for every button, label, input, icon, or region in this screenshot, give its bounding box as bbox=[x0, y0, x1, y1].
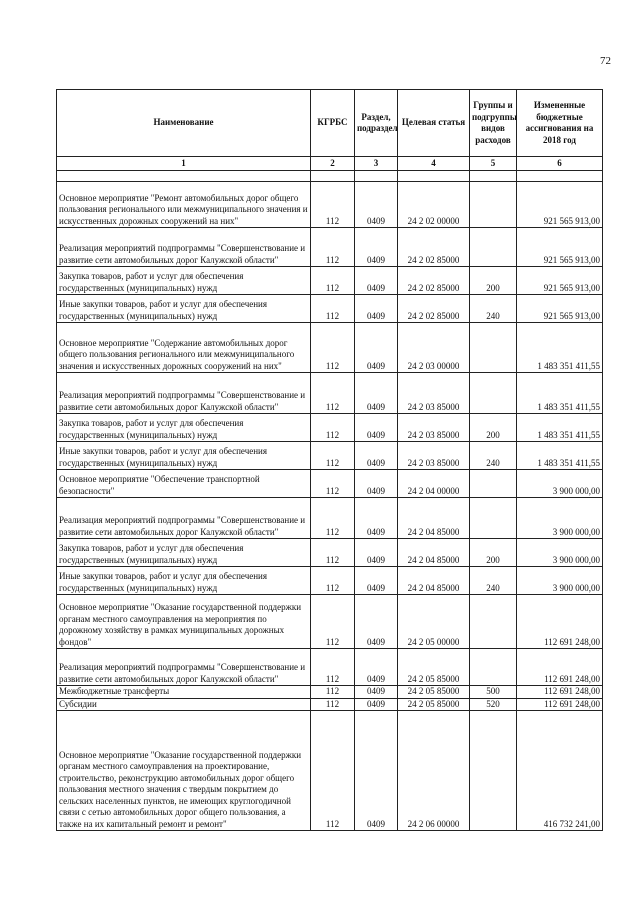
row-razdel: 0409 bbox=[355, 267, 398, 295]
row-csr: 24 2 03 00000 bbox=[398, 323, 470, 373]
row-kgrbs: 112 bbox=[311, 470, 355, 498]
table-row bbox=[57, 295, 603, 323]
row-name: Реализация мероприятий подпрограммы "Совершенствование и развитие сети автомобильных дорог Калужской области" bbox=[57, 373, 311, 414]
row-kgrbs: 112 bbox=[311, 686, 355, 699]
row-kgrbs: 112 bbox=[311, 323, 355, 373]
row-razdel: 0409 bbox=[355, 414, 398, 442]
row-kgrbs: 112 bbox=[311, 567, 355, 595]
row-name: Закупка товаров, работ и услуг для обеспечения государственных (муниципальных) нужд bbox=[57, 414, 311, 442]
row-name: Основное мероприятие "Содержание автомобильных дорог общего пользования регионального или межмуниципального значения и искусственных дорожных сооружений на них" bbox=[57, 323, 311, 373]
row-amount: 3 900 000,00 bbox=[517, 567, 603, 595]
table-row bbox=[57, 539, 603, 567]
row-amount: 112 691 248,00 bbox=[517, 649, 603, 686]
row-amount: 3 900 000,00 bbox=[517, 470, 603, 498]
column-number: 4 bbox=[398, 157, 470, 171]
row-razdel: 0409 bbox=[355, 711, 398, 831]
column-number: 2 bbox=[311, 157, 355, 171]
row-vr bbox=[470, 470, 517, 498]
row-name: Межбюджетные трансферты bbox=[57, 686, 311, 699]
column-number: 1 bbox=[57, 157, 311, 171]
row-razdel: 0409 bbox=[355, 373, 398, 414]
table-row bbox=[57, 595, 603, 649]
table-row bbox=[57, 442, 603, 470]
row-amount: 416 732 241,00 bbox=[517, 711, 603, 831]
row-name: Иные закупки товаров, работ и услуг для обеспечения государственных (муниципальных) нужд bbox=[57, 295, 311, 323]
row-vr bbox=[470, 711, 517, 831]
header-vr: Группы и подгруппы видов расходов bbox=[470, 90, 517, 157]
row-amount: 921 565 913,00 bbox=[517, 267, 603, 295]
row-vr: 200 bbox=[470, 539, 517, 567]
row-razdel: 0409 bbox=[355, 323, 398, 373]
column-number: 3 bbox=[355, 157, 398, 171]
row-csr: 24 2 05 85000 bbox=[398, 649, 470, 686]
row-vr bbox=[470, 228, 517, 267]
row-kgrbs: 112 bbox=[311, 698, 355, 711]
row-csr: 24 2 05 00000 bbox=[398, 595, 470, 649]
row-vr bbox=[470, 373, 517, 414]
table-row bbox=[57, 711, 603, 831]
table-body bbox=[57, 171, 603, 831]
row-kgrbs: 112 bbox=[311, 649, 355, 686]
column-number: 5 bbox=[470, 157, 517, 171]
row-razdel: 0409 bbox=[355, 567, 398, 595]
table-row bbox=[57, 686, 603, 699]
column-number: 6 bbox=[517, 157, 603, 171]
row-amount: 1 483 351 411,55 bbox=[517, 442, 603, 470]
row-amount: 3 900 000,00 bbox=[517, 539, 603, 567]
row-csr: 24 2 05 85000 bbox=[398, 686, 470, 699]
row-razdel: 0409 bbox=[355, 295, 398, 323]
row-csr: 24 2 06 00000 bbox=[398, 711, 470, 831]
table-row bbox=[57, 182, 603, 228]
row-csr: 24 2 03 85000 bbox=[398, 442, 470, 470]
table-row bbox=[57, 414, 603, 442]
header-kgrbs: КГРБС bbox=[311, 90, 355, 157]
row-name: Основное мероприятие "Ремонт автомобильных дорог общего пользования регионального или межмуниципального значения и искусственных дорожных сооружений на них" bbox=[57, 182, 311, 228]
row-amount: 921 565 913,00 bbox=[517, 295, 603, 323]
row-csr: 24 2 05 85000 bbox=[398, 698, 470, 711]
row-csr: 24 2 02 85000 bbox=[398, 295, 470, 323]
table-row bbox=[57, 323, 603, 373]
row-razdel: 0409 bbox=[355, 595, 398, 649]
row-amount: 921 565 913,00 bbox=[517, 182, 603, 228]
table-row bbox=[57, 498, 603, 539]
row-razdel: 0409 bbox=[355, 470, 398, 498]
row-vr: 240 bbox=[470, 442, 517, 470]
row-razdel: 0409 bbox=[355, 539, 398, 567]
spacer-row bbox=[57, 171, 603, 182]
table-row bbox=[57, 567, 603, 595]
row-amount: 1 483 351 411,55 bbox=[517, 373, 603, 414]
row-vr bbox=[470, 182, 517, 228]
row-amount: 921 565 913,00 bbox=[517, 228, 603, 267]
row-razdel: 0409 bbox=[355, 228, 398, 267]
row-name: Реализация мероприятий подпрограммы "Совершенствование и развитие сети автомобильных дорог Калужской области" bbox=[57, 498, 311, 539]
row-vr: 200 bbox=[470, 414, 517, 442]
row-razdel: 0409 bbox=[355, 182, 398, 228]
row-vr bbox=[470, 323, 517, 373]
row-vr: 240 bbox=[470, 567, 517, 595]
row-vr bbox=[470, 649, 517, 686]
row-amount: 1 483 351 411,55 bbox=[517, 323, 603, 373]
row-csr: 24 2 02 00000 bbox=[398, 182, 470, 228]
row-vr bbox=[470, 595, 517, 649]
table-row bbox=[57, 228, 603, 267]
row-kgrbs: 112 bbox=[311, 595, 355, 649]
table-row bbox=[57, 373, 603, 414]
row-name: Основное мероприятие "Обеспечение транспортной безопасности" bbox=[57, 470, 311, 498]
header-csr: Целевая статья bbox=[398, 90, 470, 157]
header-amount: Измененные бюджетные ассигнования на 2018 год bbox=[517, 90, 603, 157]
table-row bbox=[57, 649, 603, 686]
row-name: Основное мероприятие "Оказание государственной поддержки органам местного самоуправления на мероприятия по дорожному хозяйству в рамках муниципальных дорожных фондов" bbox=[57, 595, 311, 649]
row-csr: 24 2 04 85000 bbox=[398, 539, 470, 567]
row-kgrbs: 112 bbox=[311, 228, 355, 267]
row-csr: 24 2 03 85000 bbox=[398, 414, 470, 442]
header-razdel: Раздел, подраздел bbox=[355, 90, 398, 157]
row-kgrbs: 112 bbox=[311, 373, 355, 414]
row-name: Основное мероприятие "Оказание государственной поддержки органам местного самоуправления на проектирование, строительство, реконструкцию автомобильных дорог общего пользования местного значения с твердым покрытием до сельских населенных пунктов, не имеющих круглогодичной связи с сетью автомобильных дорог общего пользования, а также на их капитальный ремонт и ремонт" bbox=[57, 711, 311, 831]
row-kgrbs: 112 bbox=[311, 442, 355, 470]
row-razdel: 0409 bbox=[355, 649, 398, 686]
row-vr: 200 bbox=[470, 267, 517, 295]
row-amount: 1 483 351 411,55 bbox=[517, 414, 603, 442]
column-number-row bbox=[57, 157, 603, 171]
row-vr: 520 bbox=[470, 698, 517, 711]
page-number: 72 bbox=[600, 55, 611, 67]
row-csr: 24 2 02 85000 bbox=[398, 228, 470, 267]
row-csr: 24 2 03 85000 bbox=[398, 373, 470, 414]
row-razdel: 0409 bbox=[355, 698, 398, 711]
budget-table bbox=[56, 89, 603, 831]
row-amount: 112 691 248,00 bbox=[517, 595, 603, 649]
row-kgrbs: 112 bbox=[311, 414, 355, 442]
table-row bbox=[57, 267, 603, 295]
row-name: Субсидии bbox=[57, 698, 311, 711]
header-name: Наименование bbox=[57, 90, 311, 157]
row-csr: 24 2 04 85000 bbox=[398, 567, 470, 595]
row-vr: 240 bbox=[470, 295, 517, 323]
row-name: Реализация мероприятий подпрограммы "Совершенствование и развитие сети автомобильных дорог Калужской области" bbox=[57, 228, 311, 267]
table-row bbox=[57, 698, 603, 711]
row-kgrbs: 112 bbox=[311, 711, 355, 831]
row-razdel: 0409 bbox=[355, 686, 398, 699]
row-amount: 112 691 248,00 bbox=[517, 686, 603, 699]
header-row bbox=[57, 90, 603, 157]
row-amount: 3 900 000,00 bbox=[517, 498, 603, 539]
row-kgrbs: 112 bbox=[311, 539, 355, 567]
row-vr bbox=[470, 498, 517, 539]
row-csr: 24 2 04 85000 bbox=[398, 498, 470, 539]
row-razdel: 0409 bbox=[355, 442, 398, 470]
row-kgrbs: 112 bbox=[311, 295, 355, 323]
row-amount: 112 691 248,00 bbox=[517, 698, 603, 711]
row-name: Закупка товаров, работ и услуг для обеспечения государственных (муниципальных) нужд bbox=[57, 539, 311, 567]
row-name: Закупка товаров, работ и услуг для обеспечения государственных (муниципальных) нужд bbox=[57, 267, 311, 295]
row-csr: 24 2 02 85000 bbox=[398, 267, 470, 295]
row-name: Иные закупки товаров, работ и услуг для обеспечения государственных (муниципальных) нужд bbox=[57, 567, 311, 595]
row-name: Реализация мероприятий подпрограммы "Совершенствование и развитие сети автомобильных дорог Калужской области" bbox=[57, 649, 311, 686]
row-kgrbs: 112 bbox=[311, 182, 355, 228]
row-name: Иные закупки товаров, работ и услуг для обеспечения государственных (муниципальных) нужд bbox=[57, 442, 311, 470]
row-kgrbs: 112 bbox=[311, 267, 355, 295]
row-razdel: 0409 bbox=[355, 498, 398, 539]
row-csr: 24 2 04 00000 bbox=[398, 470, 470, 498]
table-row bbox=[57, 470, 603, 498]
row-vr: 500 bbox=[470, 686, 517, 699]
row-kgrbs: 112 bbox=[311, 498, 355, 539]
